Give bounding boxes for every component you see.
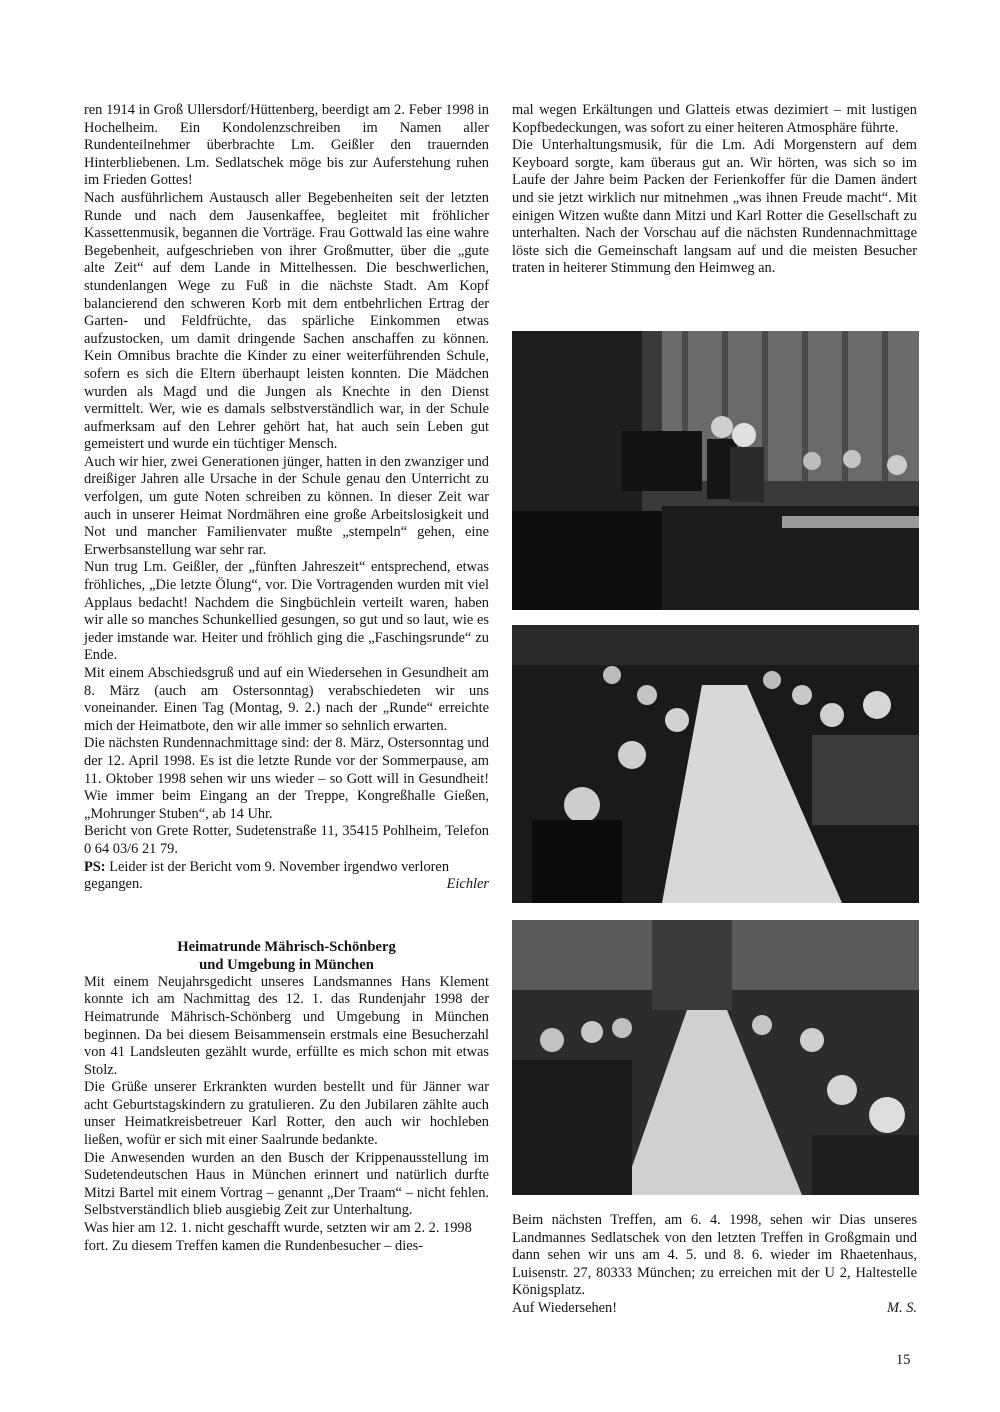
paragraph: Die Unterhaltungsmusik, für die Lm. Adi Morgenstern auf dem Keyboard sorgte, kam überaus gut an. Wir hörten, was sich so im Laufe der Jahre beim Packen der Ferienkoffer für die Damen ändert und sie jetzt wirklich nur mitnehmen „was ihnen Freude macht“. Mit einigen Witzen wußte dann Mitzi und Karl Rotter die Gesellschaft zu unterhalten. Nach der Vorschau auf die nächsten Rundennachmittage löste sich die Gemeinschaft langsam auf und die meisten Besucher traten in heiterer Stimmung den Heimweg an. (512, 137, 917, 277)
signature-line (84, 876, 489, 894)
paragraph: Was hier am 12. 1. nicht geschafft wurde, setzten wir am 2. 2. 1998 fort. Zu diesem Treffen kamen die Rundenbesucher – dies- (84, 1220, 472, 1254)
left-column (84, 102, 489, 1255)
ps-label: PS: (84, 858, 106, 875)
section-heading: Heimatrunde Mährisch-Schönberg (177, 938, 396, 955)
right-column (512, 102, 917, 278)
paragraph: Nun trug Lm. Geißler, der „fünften Jahreszeit“ entsprechend, etwas fröhliches, „Die letzte Ölung“, vor. Die Vortragenden wurden mit viel Applaus bedacht! Nachdem die Singbüchlein verteilt waren, haben wir alle so manches Schunkellied gesungen, so gut und so laut, wie es jeder imstande war. Heiter und fröhlich ging die „Faschingsrunde“ zu Ende. (84, 559, 489, 664)
closing-text: Auf Wiedersehen! (512, 1299, 618, 1316)
closing-line (512, 1300, 917, 1318)
paragraph: Mit einem Abschiedsgruß und auf ein Wiedersehen in Gesundheit am 8. März (auch am Ostersonntag) verabschiedeten wir uns voneinander. Einen Tag (Montag, 9. 2.) nach der „Runde“ erreichte mich der Heimatbote, den wir alle immer so sehnlich erwarten. (84, 665, 489, 734)
paragraph: Beim nächsten Treffen, am 6. 4. 1998, sehen wir Dias unseres Landmannes Sedlatschek von den letzten Treffen in Großgmain und dann sehen wir uns am 4. 5. und 8. 6. wieder im Rhaetenhaus, Luisenstr. 27, 80333 München; zu erreichen mit der U 2, Haltestelle Königsplatz. (512, 1212, 917, 1299)
paragraph: Mit einem Neujahrsgedicht unseres Landsmannes Hans Klement konnte ich am Nachmittag des 12. 1. das Rundenjahr 1998 der Heimatrunde Mährisch-Schönberg und Umgebung in München beginnen. Da bei diesem Beisammensein erstmals eine Besucherzahl von 41 Landsleuten gezählt wurde, erfüllte es mich schon mit etwas Stolz. (84, 973, 489, 1078)
postscript (84, 859, 489, 877)
right-column-bottom (512, 1212, 917, 1318)
author-signature: Eichler (446, 876, 489, 893)
author-signature: M. S. (887, 1299, 917, 1316)
ps-end: gegangen. (84, 876, 143, 893)
paragraph: Die nächsten Rundennachmittage sind: der 8. März, Ostersonntag und der 12. April 1998. Es ist die letzte Runde vor der Sommerpause, am 11. Oktober 1998 sehen wir uns wieder – so Gott will in Gesundheit! Wie immer beim Eingang an der Treppe, Kongreßhalle Gießen, „Mohrunger Stuben“, ab 14 Uhr. (84, 735, 489, 822)
paragraph: Die Grüße unserer Erkrankten wurden bestellt und für Jänner war acht Geburtstagskindern zu gratulieren. Zu den Jubilaren zählte auch unser Heimatkreisbetreuer Karl Rotter, den auch wir hochleben ließen, wofür er sich mit einer Saalrunde bedankte. (84, 1079, 489, 1149)
paragraph: Auch wir hier, zwei Generationen jünger, hatten in den zwanziger und dreißiger Jahren alle Ursache in der Schule genau den Unterricht zu verfolgen, um gute Noten schreiben zu können. In dieser Zeit war auch in unserer Heimat Nordmähren eine große Arbeitslosigkeit und Not und mancher Familienvater mußte „stempeln“ gehen, eine Erwerbsanstellung war sehr rar. (84, 453, 489, 558)
paragraph: Die Anwesenden wurden an den Busch der Krippenausstellung im Sudetendeutschen Haus in München erinnert und natürlich durfte Mitzi Bartel mit einem Vortrag – genannt „Der Traam“ – nicht fehlen. Selbstverständlich blieb ausgiebig Zeit zur Unterhaltung. (84, 1149, 489, 1219)
photo-hall-overview (512, 920, 919, 1195)
paragraph: Bericht von Grete Rotter, Sudetenstraße 11, 35415 Pohlheim, Telefon 0 64 03/6 21 79. (84, 823, 489, 857)
ps-text: Leider ist der Bericht vom 9. November irgendwo verloren (109, 858, 450, 875)
paragraph: Nach ausführlichem Austausch aller Begebenheiten seit der letzten Runde und nach dem Jausenkaffee, begleitet mit fröhlicher Kassettenmusik, begannen die Vorträge. Frau Gottwald las eine wahre Begebenheit, aufgeschrieben von ihrer Großmutter, über die „gute alte Zeit“ auf dem Lande in Mittelhessen. Die beschwerlichen, stundenlangen Wege zu Fuß in die nächste Stadt. Am Kopf balancierend den schweren Korb mit dem entbehrlichen Ertrag der Garten- und Feldfrüchte, das spärliche Einkommen etwas aufzustocken, um damit dringende Sachen anschaffen zu können. Kein Omnibus brachte die Kinder zu einer weiterführenden Schule, sofern es sich die Eltern überhaupt leisten konnten. Die Mädchen wurden als Magd und die Jungen als Knechte in den Dienst vermittelt. Wer, wie es damals selbstverständlich war, in der Schule aufmerksam auf den Lehrer gehört hat, hat auch sein Leben gut gemeistert und wurde ein tüchtiger Mensch. (84, 189, 489, 453)
page-number: 15 (896, 1352, 911, 1368)
photo-stage-performance (512, 331, 919, 610)
section-heading-subtitle: und Umgebung in München (199, 956, 374, 973)
paragraph: ren 1914 in Groß Ullersdorf/Hüttenberg, beerdigt am 2. Feber 1998 in Hochelheim. Ein Kondolenzschreiben im Namen aller Rundenteilnehmer überbrachte Lm. Geißler den trauernden Hinterbliebenen. Lm. Sedlatschek möge bis zur Auferstehung ruhen im Frieden Gottes! (84, 102, 489, 189)
photo-table-gathering (512, 625, 919, 903)
paragraph: mal wegen Erkältungen und Glatteis etwas dezimiert – mit lustigen Kopfbedeckungen, was sofort zu einer heiteren Atmosphäre führte. (512, 102, 917, 136)
